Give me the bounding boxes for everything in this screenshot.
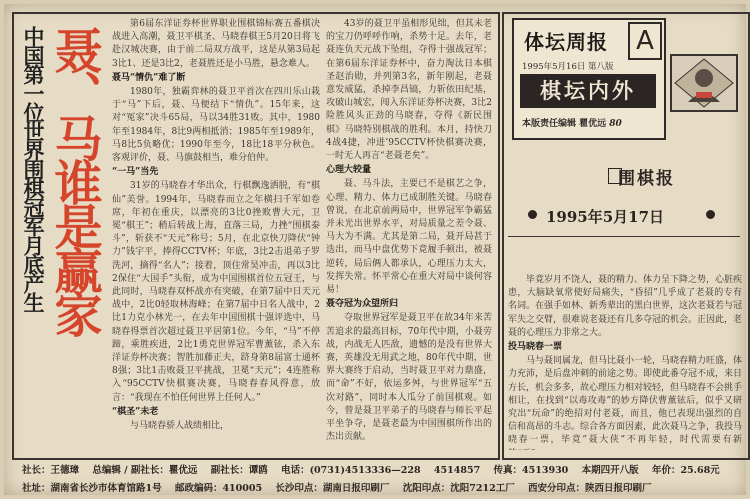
weiqi-newspaper-stamp: 围棋报 bbox=[618, 169, 675, 189]
article-subheading: 聂马“情仇”难了断 bbox=[112, 72, 186, 83]
article-paragraph: 聂、马斗法，主要已不是棋艺之争，心理、精力、体力已成制胜关键。马晓春曾说，在北京前两局中，世界冠军争霸猛并未光出世界水平，对局质量之差令聂、马大为不满。尤其是第二局，聂开局甚于迭出，而马中盘优势下竟履手顿出，被聂逆转，局后俩人都承认，心理压力太大，发挥失常。怀平常心在重大对局中谈何容易！ bbox=[326, 179, 492, 296]
footer-row-2: 社址：湖南省长沙市体育馆路1号 邮政编码：410005 长沙印点：湖南日报印刷厂 沈阳印点：沈阳7212工厂 西安分印点：陕西日报印刷厂 bbox=[22, 483, 652, 494]
article-column-1 bbox=[112, 18, 320, 446]
bullet-icon bbox=[706, 210, 715, 219]
masthead bbox=[512, 18, 666, 140]
date-stamp: 1995年5月17日 bbox=[524, 206, 734, 224]
article-subheading: 聂夺冠为众望所归 bbox=[326, 299, 399, 310]
headline-subtitle: 中国第一位世界围棋冠军月底产生 bbox=[21, 26, 46, 311]
masthead-date: 1995年5月16日 第八版 bbox=[522, 62, 614, 72]
article-paragraph: 1980年，独霸弈林的聂卫平首次在四川乐山栽于“马”下后，聂、马便结下“情仇”。15年来，这对“冤家”决斗65局，马以34胜31败。其中，1980年至1984年，8比9两相抵消；1985年至1989年，马8比5负略优；1990年至今，18比18平分秋色。客观评价，聂、马旗鼓相当，难分伯仲。 bbox=[112, 87, 320, 164]
article-column-2 bbox=[326, 18, 492, 446]
masthead-section-title: 棋坛内外 bbox=[520, 74, 656, 108]
newspaper-page bbox=[4, 4, 746, 495]
article-paragraph: 毕竟岁月不饶人，聂的精力、体力呈下降之势，心脏疾患，大脑缺氧常使好局痛失，“昏招”几乎成了老聂的专有名词。在强手如林、新秀辈出的黑白世界，这次老聂若与冠军失之交臂，很难说老聂还有几多夺冠的机会。正因此，老聂的心理压力非常之大。 bbox=[508, 275, 742, 338]
article-subheading: “一马”当先 bbox=[112, 167, 159, 178]
article-column-3 bbox=[508, 274, 742, 450]
headline-main: 聂、马谁是赢家 bbox=[46, 26, 102, 334]
article-paragraph: 马与聂同属龙，但马比聂小一轮，马晓春精力旺盛，体力充沛，是后盘冲刺的前途之势。即使此番夺冠不成，来日方长，机会多多，故心理压力相对较轻，但马晓春不会挑手相让，在找到“以毒攻毒”的妙方降伏曹薰铉后，似乎又研究出“玩命”的绝招对付老聂，而且，他已表现出强烈的自信和高昂的斗志。综合各方面因素，此次聂马之争，我投马晓春一票，毕竟”聂大侠”不再年轻，时代需要有新 bbox=[508, 356, 742, 446]
article-paragraph: 31岁的马晓春才华出众，行棋飘逸洒脱，有“棋仙”美誉。1994年，马晓春而立之年横扫千军如卷席，年初在重庆，以漂亮的3比0挫败曹大元，卫冕“棋王”；稍后转战上海，直落三局，力挫“围棋泰斗”，斩获不“天元”称号；5月，在北京快刀降伏“钟力”钱宇平，捧得CCTV杯；年底，3比2击退弟子罗洗河，摘得“名人”；接着，顶住常昊冲击，再以3比2保住“大国手”头衔，成为中国围棋首位五冠王，与此同时，马晓春双杯战亦有突破，在第7届中日天元战中，2比0轻取林海峰；在第7届中日名人战中，2比1力克小林光一，在去年中国围棋十强评选中，马晓春得票首次超过聂卫平居第1位。今年，“马”不停蹄，乘胜疾进，2比1勇克世界冠军曹薰铉，杀入东洋证券杯决赛；智胜加藤正夫，跻身第8届富士通杯8强；3比1击败聂卫平挑战，卫冕“天元”；4连胜称入“95CCTV快棋赛决赛，马晓春春风得意，放言：“我现在不怕任何世界上任何人。” bbox=[112, 181, 320, 403]
publication-footer bbox=[12, 458, 746, 498]
portrait-photo bbox=[670, 54, 738, 112]
article-subheading: 心理大较量 bbox=[326, 165, 372, 176]
article-paragraph: 与马晓春骄人战绩相比， bbox=[130, 421, 230, 432]
footer-row-1: 社长：王德璋 总编辑 / 副社长：瞿优远 副社长：谭鸥 电话：(0731)4513336—228 4514857 传真：4513930 本期四开八版 年价：25.68元 bbox=[22, 465, 720, 476]
article-paragraph: 第6届东洋证券杯世界职业围棋锦标赛五番棋决战进入高潮，聂卫平棋圣、马晓春棋王5月20日将飞赴汉城决赛，由于前二局双方战平，这是从第3局起3比1、还是3比2，老聂胜还是小马胜，悬念难人。 bbox=[112, 19, 320, 69]
masthead-editor: 本版责任编辑 瞿优远 80 bbox=[522, 119, 622, 129]
article-subheading: “棋圣”未老 bbox=[112, 406, 159, 417]
masthead-section-letter: A bbox=[628, 22, 662, 60]
article-paragraph: 夺取世界冠军是聂卫平在故34年来苦苦追求的最高目标，70年代中期，小聂劳战，内战无人匹敌，遗憾的是没有世界大赛，英雄没无用武之地，80年代中期，世界大赛终于启动，当时聂卫平对力鼎盛，而“命”不好，依运多舛，与世界冠军“五次对路”，同时本人瓜分了前国棋观。如今，曾是聂卫平弟子的马晓春与师长平起平坐争夺，是聂老最为中国围棋所作出的杰出贡献。 bbox=[326, 313, 492, 443]
masthead-title: 体坛周报 bbox=[524, 30, 608, 54]
article-subheading: 投马晓春一票 bbox=[508, 342, 563, 353]
article-paragraph bbox=[326, 446, 492, 447]
divider bbox=[508, 236, 740, 237]
article-paragraph: 43岁的聂卫平虽相形见绌，但其未老的宝刀仍呼呼作响，杀势十足。去年，老聂连负天元战下坠组，夺得十强战冠军；在第6届东洋证券杯中，奋力淘汰日本棋圣赵治勋，并列第3名，新年刚起，老聂意发威猛，杀掉李昌镐，力斩依田纪基，攻破山城宏，闯入东洋证券杯决赛，3比2险胜风头正劲的马晓春，夺得《新民围棋》马晓特别棋战的胜利。本月，持快刀4战4捷，冲进’95CCTV杯快棋赛决赛，一时无人再言“老聂老矣”。 bbox=[326, 19, 492, 162]
bullet-icon bbox=[528, 210, 537, 219]
